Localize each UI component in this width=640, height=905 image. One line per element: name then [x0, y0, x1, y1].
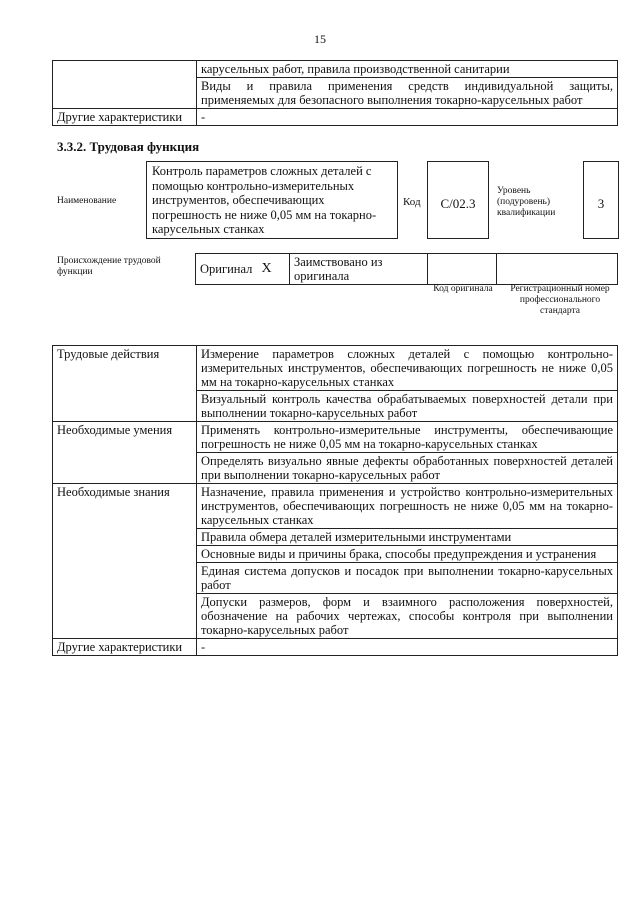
top-table-empty-cell: [53, 61, 197, 109]
knowledge-item: Допуски размеров, форм и взаимного расположения поверхностей, обозначение на рабочих чертежах, способы контроля при выполнении токарно-карусельных работ: [197, 594, 618, 639]
action-item: Измерение параметров сложных деталей с помощью контрольно-измерительных инструментов, обеспечивающих погрешность не ниже 0,05 мм на токарно-карусельных станках: [197, 346, 618, 391]
page-number: 15: [314, 32, 326, 46]
original-mark: X: [258, 254, 290, 285]
code-original-label: Код оригинала: [433, 284, 493, 294]
code-value: C/02.3: [440, 196, 476, 211]
top-table-row: карусельных работ, правила производственной санитарии: [197, 61, 618, 78]
knowledge-label: Необходимые знания: [53, 484, 197, 639]
skills-label: Необходимые умения: [53, 422, 197, 484]
top-other-label: Другие характеристики: [53, 109, 197, 126]
original-label: Оригинал: [196, 254, 258, 285]
level-box: [583, 161, 619, 239]
knowledge-item: Назначение, правила применения и устройство контрольно-измерительных инструментов, обеспечивающих погрешность не ниже 0,05 мм на токарно-карусельных станках: [197, 484, 618, 529]
top-table: [52, 60, 618, 126]
borrowed-label: Заимствовано из оригинала: [290, 254, 428, 285]
skill-item: Применять контрольно-измерительные инструменты, обеспечивающие погрешность не ниже 0,05 мм на токарно-карусельных станках: [197, 422, 618, 453]
top-other-value: -: [197, 109, 618, 126]
origin-label: Происхождение трудовой функции: [57, 256, 161, 277]
code-label: Код: [403, 196, 421, 208]
name-label: Наименование: [57, 196, 117, 206]
main-other-label: Другие характеристики: [53, 639, 197, 656]
reg-number-cell: [497, 254, 618, 285]
name-box: [146, 161, 398, 239]
code-box: [427, 161, 489, 239]
main-other-value: -: [197, 639, 618, 656]
actions-label: Трудовые действия: [53, 346, 197, 422]
action-item: Визуальный контроль качества обрабатываемых поверхностей детали при выполнении токарно-карусельных работ: [197, 391, 618, 422]
knowledge-item: Правила обмера деталей измерительными инструментами: [197, 529, 618, 546]
level-value: 3: [597, 196, 605, 211]
knowledge-item: Единая система допусков и посадок при выполнении токарно-карусельных работ: [197, 563, 618, 594]
origin-table: [195, 253, 618, 285]
main-table: [52, 345, 618, 656]
code-original-cell: [428, 254, 497, 285]
skill-item: Определять визуально явные дефекты обработанных поверхностей деталей при выполнении токарно-карусельных работ: [197, 453, 618, 484]
section-title: 3.3.2. Трудовая функция: [57, 139, 200, 154]
level-label: Уровень (подуровень) квалификации: [497, 186, 556, 218]
knowledge-item: Основные виды и причины брака, способы предупреждения и устранения: [197, 546, 618, 563]
name-value: Контроль параметров сложных деталей с помощью контрольно-измерительных инструментов, обеспечивающих погрешность не ниже 0,05 мм на токарно-карусельных станках: [152, 164, 377, 236]
reg-number-label: Регистрационный номер профессионального стандарта: [510, 284, 610, 316]
top-table-row: Виды и правила применения средств индивидуальной защиты, применяемых для безопасного выполнения токарно-карусельных работ: [197, 78, 618, 109]
